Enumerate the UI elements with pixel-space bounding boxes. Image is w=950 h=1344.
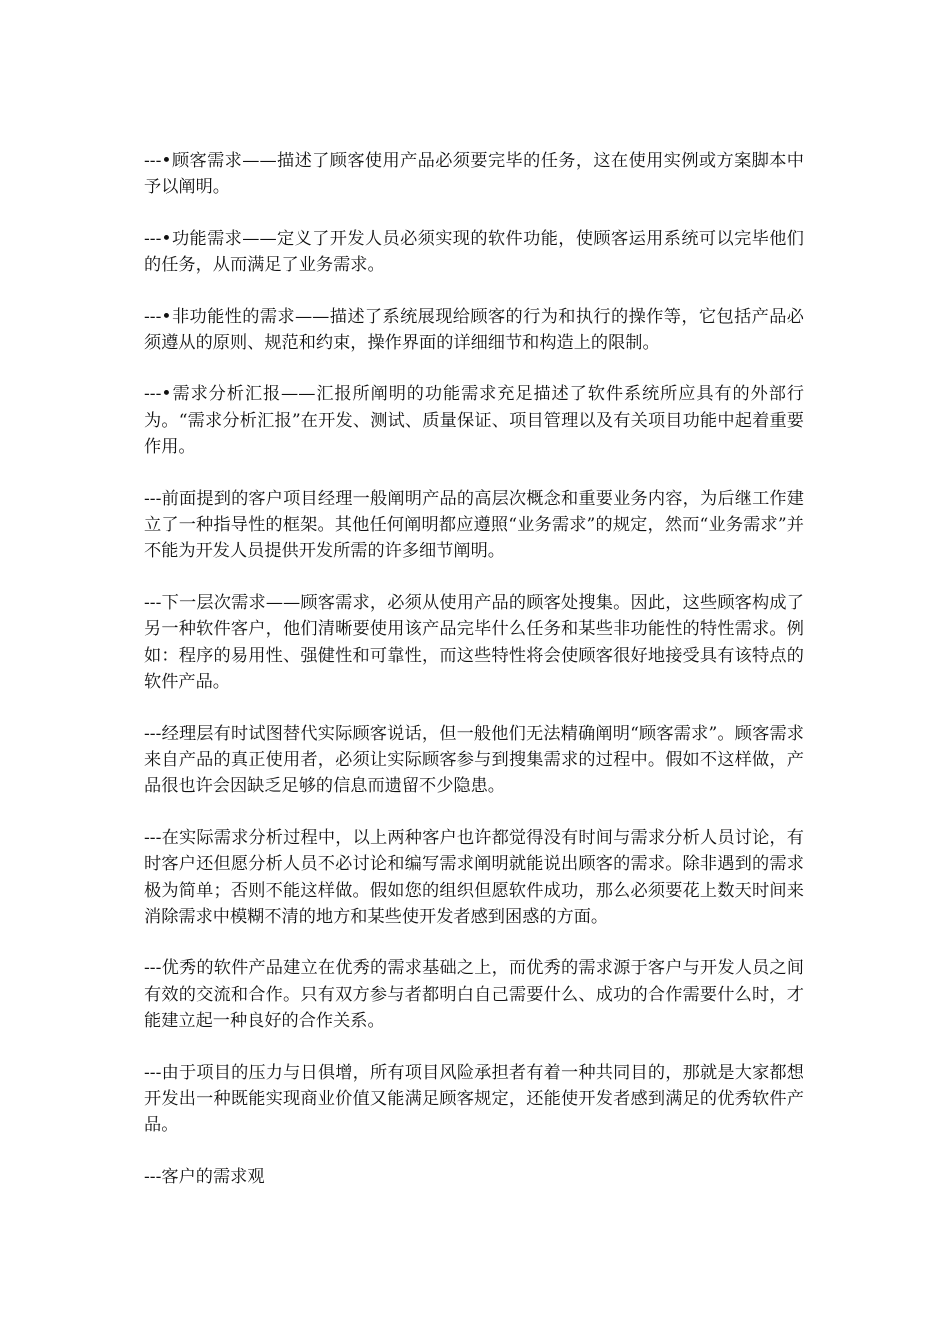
paragraph-business-needs: ---前面提到的客户项目经理一般阐明产品的高层次概念和重要业务内容，为后继工作建立了一种指导性的框架。其他任何阐明都应遵照“业务需求”的规定，然而“业务需求”并不能为开发人员提供开发所需的许多细节阐明。 [144, 488, 804, 562]
paragraph-next-level-needs: ---下一层次需求——顾客需求，必须从使用产品的顾客处搜集。因此，这些顾客构成了另一种软件客户，他们清晰要使用该产品完毕什么任务和某些非功能性的特性需求。例如：程序的易用性、强健性和可靠性，而这些特性将会使顾客很好地接受具有该特点的软件产品。 [144, 592, 804, 693]
paragraph-good-software: ---优秀的软件产品建立在优秀的需求基础之上，而优秀的需求源于客户与开发人员之间有效的交流和合作。只有双方参与者都明白自己需要什么、成功的合作需要什么时，才能建立起一种良好的合作关系。 [144, 958, 804, 1032]
paragraph-project-pressure: ---由于项目的压力与日俱增，所有项目风险承担者有着一种共同目的，那就是大家都想开发出一种既能实现商业价值又能满足顾客规定，还能使开发者感到满足的优秀软件产品。 [144, 1062, 804, 1136]
document-body [144, 148, 804, 1215]
paragraph-requirements-report: ---•需求分析汇报——汇报所阐明的功能需求充足描述了软件系统所应具有的外部行为。“需求分析汇报”在开发、测试、质量保证、项目管理以及有关项目功能中起着重要作用。 [144, 384, 804, 458]
paragraph-functional-needs: ---•功能需求——定义了开发人员必须实现的软件功能，使顾客运用系统可以完毕他们的任务，从而满足了业务需求。 [144, 228, 804, 276]
paragraph-manager-substitution: ---经理层有时试图替代实际顾客说话，但一般他们无法精确阐明“顾客需求”。顾客需求来自产品的真正使用者，必须让实际顾客参与到搜集需求的过程中。假如不这样做，产品很也许会因缺乏足够的信息而遗留不少隐患。 [144, 723, 804, 797]
paragraph-analysis-process: ---在实际需求分析过程中，以上两种客户也许都觉得没有时间与需求分析人员讨论，有时客户还但愿分析人员不必讨论和编写需求阐明就能说出顾客的需求。除非遇到的需求极为简单；否则不能这样做。假如您的组织但愿软件成功，那么必须要花上数天时间来消除需求中模糊不清的地方和某些使开发者感到困惑的方面。 [144, 827, 804, 927]
paragraph-customer-needs: ---•顾客需求——描述了顾客使用产品必须要完毕的任务，这在使用实例或方案脚本中予以阐明。 [144, 151, 804, 198]
paragraph-non-functional-needs: ---•非功能性的需求——描述了系统展现给顾客的行为和执行的操作等，它包括产品必须遵从的原则、规范和约束，操作界面的详细细节和构造上的限制。 [144, 306, 804, 354]
paragraph-customer-view-heading: ---客户的需求观 [144, 1166, 265, 1187]
